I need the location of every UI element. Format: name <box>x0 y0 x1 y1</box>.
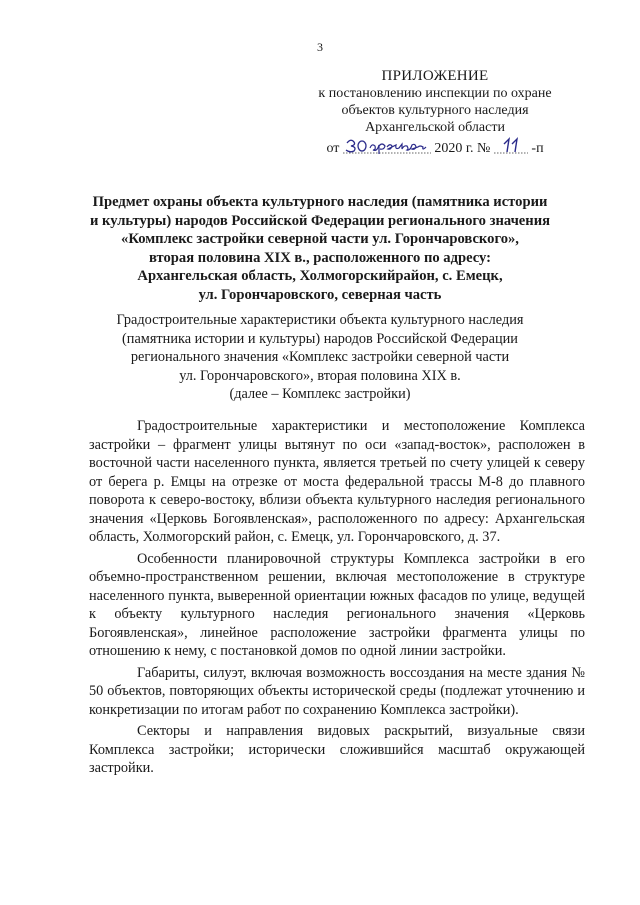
title-line: вторая половина XIX в., расположенного по адресу: <box>148 249 492 266</box>
subtitle-line: (далее – Комплекс застройки) <box>229 386 411 402</box>
subtitle-line: регионального значения «Комплекс застройки северной части <box>130 349 510 365</box>
appendix-date-line <box>300 136 570 157</box>
appendix-line: объектов культурного наследия <box>341 103 529 118</box>
section-subtitle <box>40 311 600 404</box>
paragraph-view-sectors: Секторы и направления видовых раскрытий, визуальные связи Комплекса застройки; исторически сложившийся масштаб окружающей застройки. <box>89 723 585 776</box>
handwritten-date <box>343 136 431 156</box>
handwritten-number <box>494 136 528 156</box>
date-year-number-label: 2020 г. № <box>434 141 491 156</box>
subtitle-line: Градостроительные характеристики объекта культурного наследия <box>116 312 524 328</box>
body-text <box>89 417 585 781</box>
page-number: 3 <box>317 40 323 54</box>
date-suffix: -п <box>531 141 544 156</box>
subtitle-line: ул. Горончаровского», вторая половина XIX в. <box>179 367 461 384</box>
subtitle-line: (памятника истории и культуры) народов Российской Федерации <box>122 330 518 347</box>
paragraph-dimensions: Габариты, силуэт, включая возможность воссоздания на месте здания № 50 объектов, повторяющих объекты исторической среды (подлежат уточнению и конкретизации по итогам работ по сохранению Комплекса застройки). <box>89 664 585 718</box>
date-prefix: от <box>326 141 340 156</box>
appendix-heading: ПРИЛОЖЕНИЕ <box>381 68 489 84</box>
title-line: «Комплекс застройки северной части ул. Горончаровского», <box>121 231 519 247</box>
appendix-line: Архангельской области <box>365 120 505 135</box>
title-line: ул. Горончаровского, северная часть <box>198 286 442 303</box>
appendix-block <box>300 68 570 157</box>
title-line: Предмет охраны объекта культурного наследия (памятника истории <box>92 194 548 210</box>
paragraph-planning-structure: Особенности планировочной структуры Комплекса застройки в его объемно-пространственном решении, включая местоположение в структуре населенного пункта, выверенной ориентации южных фасадов по улице, ведущей к объекту культурного наследия регионального значения «Церковь Богоявленская», линейное расположение застройки фрагмента улицы по отношению к нему, с постановкой домов по одной линии застройки. <box>89 550 585 659</box>
appendix-line: к постановлению инспекции по охране <box>318 86 552 101</box>
paragraph-location: Градостроительные характеристики и местоположение Комплекса застройки – фрагмент улицы вытянут по оси «запад-восток», расположен в восточной части населенного пункта, является третьей по счету улицей к северу от берега р. Емцы на отрезке от моста федеральной трассы М-8 до плавного поворота к северо-востоку, вблизи объекта культурного наследия регионального значения «Церковь Богоявленская», расположенного по адресу: Архангельская область, Холмогорский район, с. Емецк, ул. Горончаровского, д. 37. <box>89 418 585 545</box>
title-line: и культуры) народов Российской Федерации регионального значения <box>90 212 550 229</box>
document-title <box>40 193 600 304</box>
title-line: Архангельская область, Холмогорскийрайон, с. Емецк, <box>137 268 503 284</box>
